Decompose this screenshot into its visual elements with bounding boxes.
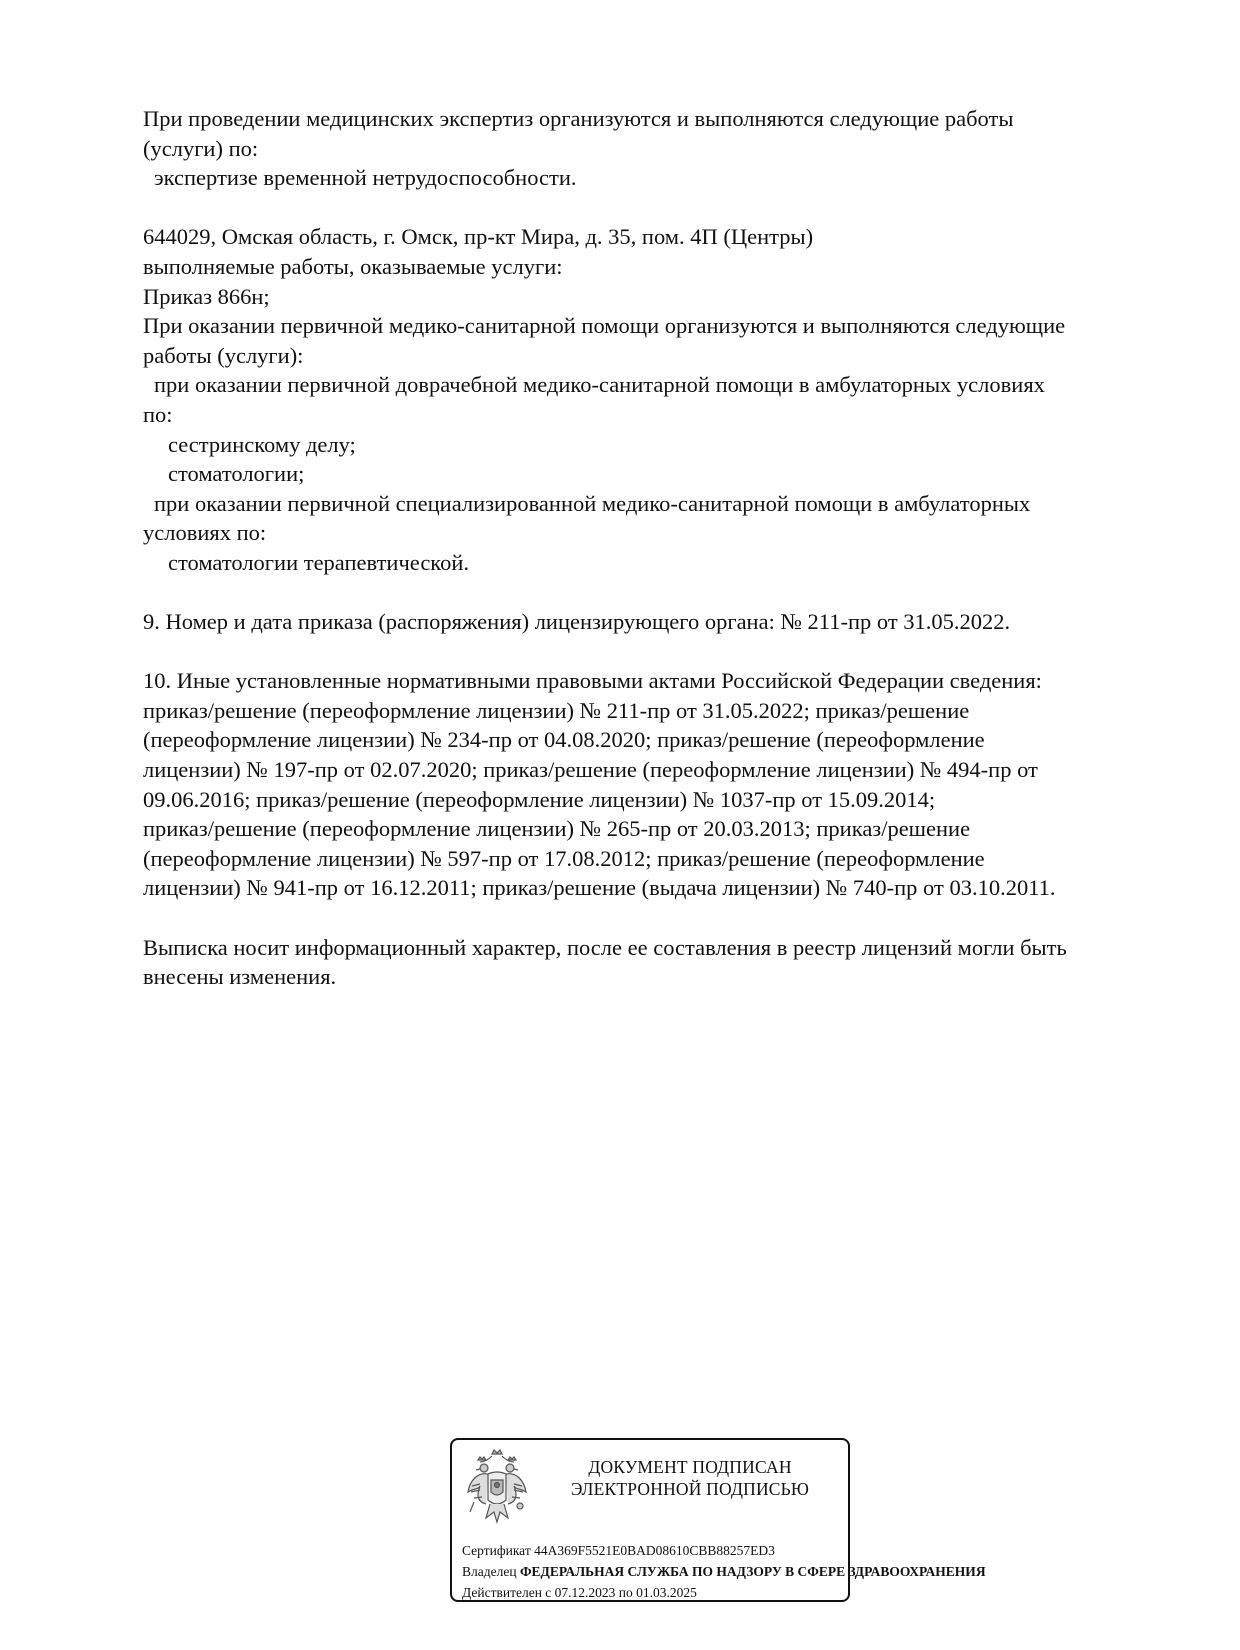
owner-label: Владелец — [462, 1564, 517, 1579]
text-line: условиях по: — [143, 520, 267, 546]
stamp-title-line-2: ЭЛЕКТРОННОЙ ПОДПИСЬЮ — [570, 1479, 810, 1499]
validity-row: Действителен с 07.12.2023 по 01.03.2025 — [462, 1585, 697, 1600]
text-line: экспертизе временной нетрудоспособности. — [154, 165, 577, 191]
text-line: по: — [143, 401, 173, 427]
text-line: При проведении медицинских экспертиз организуются и выполняются следующие работы — [143, 106, 1014, 131]
text-line: работы (услуги): — [143, 342, 304, 368]
certificate-row — [462, 1540, 982, 1561]
text-line: 9. Номер и дата приказа (распоряжения) лицензирующего органа: № 211-пр от 31.05.2022. — [143, 609, 1011, 635]
document-body — [143, 104, 1143, 992]
stamp-title-line-1: ДОКУМЕНТ ПОДПИСАН — [588, 1457, 792, 1477]
owner-row — [462, 1561, 986, 1582]
text-line: Приказ 866н; — [143, 283, 270, 309]
text-line: 09.06.2016; приказ/решение (переоформление лицензии) № 1037-пр от 15.09.2014; — [143, 786, 936, 812]
text-line: приказ/решение (переоформление лицензии) № 211-пр от 31.05.2022; приказ/решение — [143, 697, 970, 723]
text-line: выполняемые работы, оказываемые услуги: — [143, 253, 563, 279]
paragraph — [143, 933, 1143, 992]
text-line: внесены изменения. — [143, 964, 337, 990]
certificate-value: 44A369F5521E0BAD08610CBB88257ED3 — [534, 1543, 775, 1558]
text-line: при оказании первичной специализированной медико-санитарной помощи в амбулаторных — [154, 490, 1031, 516]
stamp-certificate-info — [462, 1540, 986, 1603]
paragraph-gap — [143, 578, 1143, 608]
text-line: лицензии) № 197-пр от 02.07.2020; приказ/решение (переоформление лицензии) № 494-пр от — [143, 757, 1038, 783]
electronic-signature-stamp — [450, 1438, 986, 1602]
paragraph — [143, 222, 1143, 577]
paragraph — [143, 104, 1143, 193]
text-line: приказ/решение (переоформление лицензии) № 265-пр от 20.03.2013; приказ/решение — [143, 816, 971, 842]
text-line: (услуги) по: — [143, 135, 259, 161]
paragraph-gap — [143, 637, 1143, 667]
paragraph-gap — [143, 903, 1143, 933]
text-line: Выписка носит информационный характер, после ее составления в реестр лицензий могли быть — [143, 934, 1067, 960]
text-line: сестринскому делу; — [168, 431, 356, 457]
text-line: лицензии) № 941-пр от 16.12.2011; приказ/решение (выдача лицензии) № 740-пр от 03.10.2011. — [143, 875, 1056, 901]
text-line: (переоформление лицензии) № 234-пр от 04.08.2020; приказ/решение (переоформление — [143, 727, 985, 753]
certificate-label: Сертификат — [462, 1543, 531, 1558]
stamp-title — [532, 1456, 848, 1500]
text-line: стоматологии; — [168, 461, 305, 487]
coat-of-arms-icon — [464, 1446, 530, 1528]
text-line: стоматологии терапевтической. — [168, 549, 470, 575]
paragraph — [143, 607, 1143, 637]
text-line: При оказании первичной медико-санитарной помощи организуются и выполняются следующие — [143, 313, 1066, 339]
text-line: (переоформление лицензии) № 597-пр от 17.08.2012; приказ/решение (переоформление — [143, 845, 985, 871]
paragraph — [143, 666, 1143, 903]
text-line: при оказании первичной доврачебной медико-санитарной помощи в амбулаторных условиях — [154, 372, 1045, 398]
text-line: 10. Иные установленные нормативными правовыми актами Российской Федерации сведения: — [143, 668, 1042, 694]
owner-value: ФЕДЕРАЛЬНАЯ СЛУЖБА ПО НАДЗОРУ В СФЕРЕ ЗДРАВООХРАНЕНИЯ — [519, 1564, 986, 1579]
paragraph-gap — [143, 193, 1143, 223]
text-line: 644029, Омская область, г. Омск, пр-кт Мира, д. 35, пом. 4П (Центры) — [143, 224, 814, 250]
